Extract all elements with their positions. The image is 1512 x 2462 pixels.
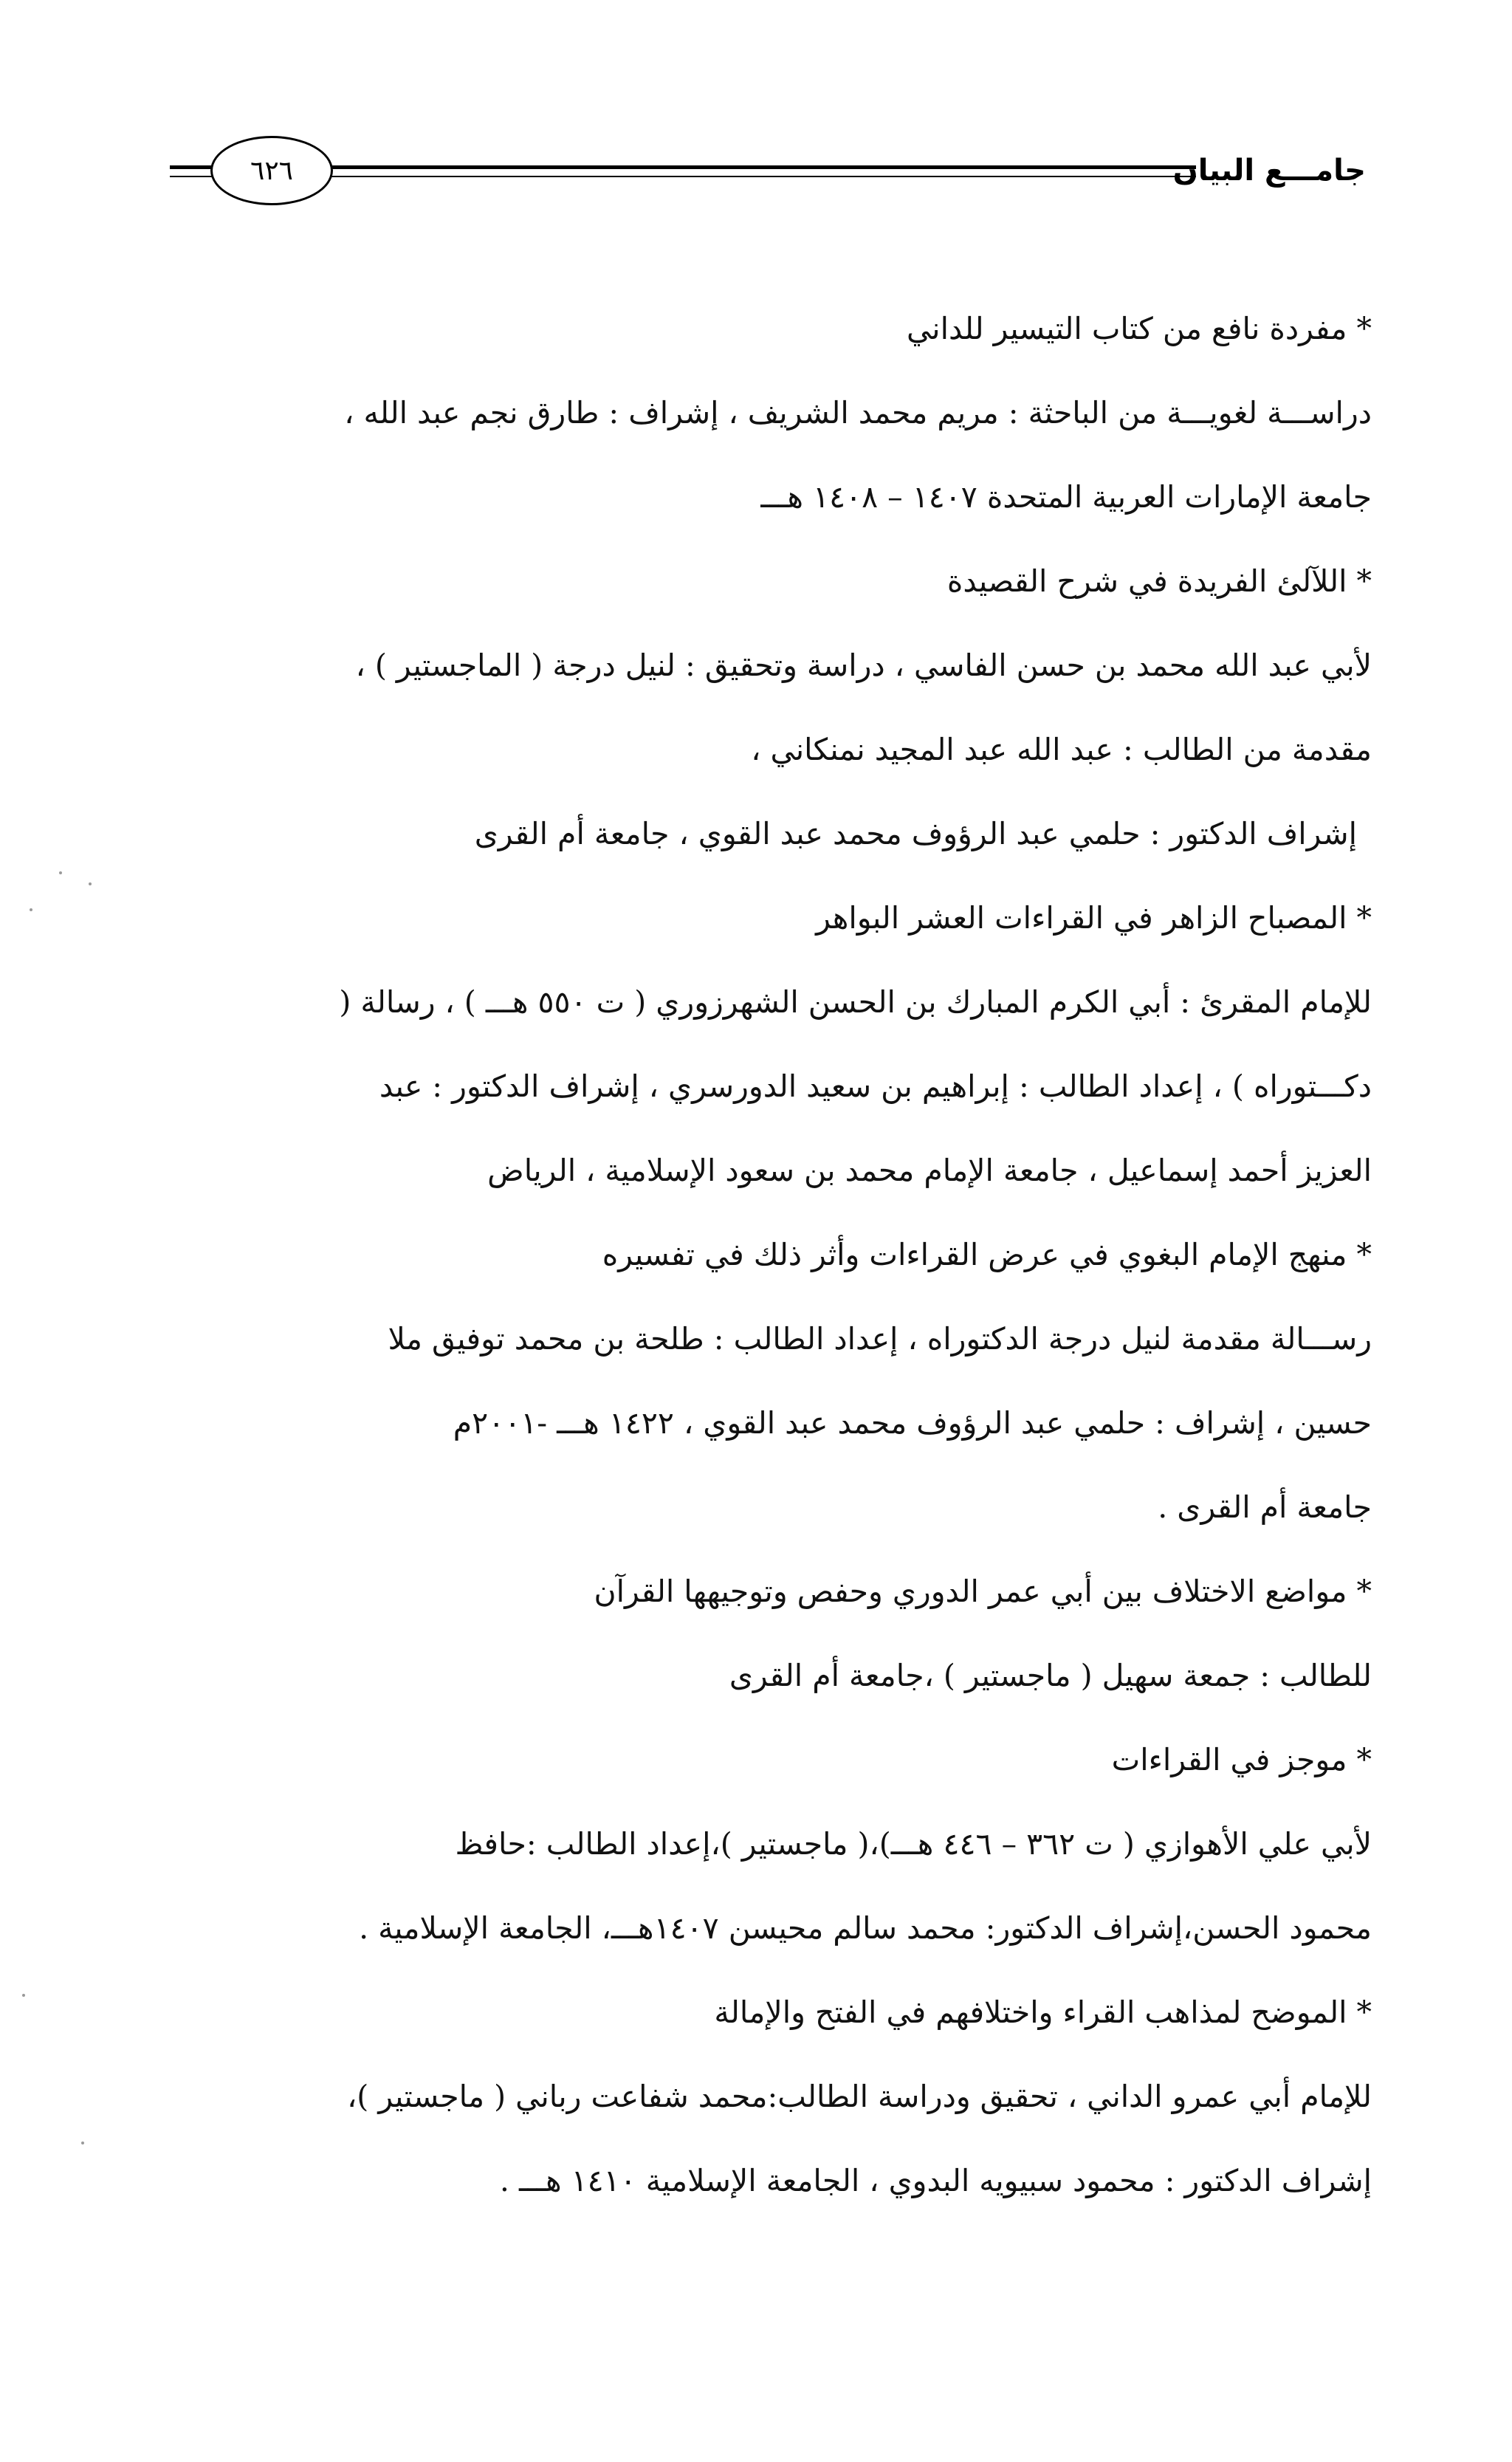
scan-speck xyxy=(30,908,32,911)
entry-title: * اللآلئ الفريدة في شرح القصيدة xyxy=(946,563,1372,599)
header-rule-thin xyxy=(321,176,1196,177)
scan-speck xyxy=(59,871,62,874)
entry-detail: لأبي علي الأهوازي ( ت ٣٦٢ – ٤٤٦ هـــ)،( ماجستير )،إعداد الطالب :حافظ xyxy=(455,1826,1372,1862)
entry-detail: حسين ، إشراف : حلمي عبد الرؤوف محمد عبد القوي ، ١٤٢٢ هـــ -٢٠٠١م xyxy=(453,1405,1372,1441)
header-rule-left xyxy=(170,165,214,169)
entry-detail: إشراف الدكتور : حلمي عبد الرؤوف محمد عبد القوي ، جامعة أم القرى xyxy=(474,816,1357,851)
entry-title: * منهج الإمام البغوي في عرض القراءات وأثر ذلك في تفسيره xyxy=(602,1237,1372,1272)
entry-detail: لأبي عبد الله محمد بن حسن الفاسي ، دراسة وتحقيق : لنيل درجة ( الماجستير ) ، xyxy=(355,648,1372,683)
entry-title: * المصباح الزاهر في القراءات العشر البواهر xyxy=(816,900,1372,936)
entry-title: * الموضح لمذاهب القراء واختلافهم في الفتح والإمالة xyxy=(714,1995,1372,2030)
entry-detail: العزيز أحمد إسماعيل ، جامعة الإمام محمد بن سعود الإسلامية ، الرياض xyxy=(487,1153,1372,1188)
entry-title: * موجز في القراءات xyxy=(1111,1742,1372,1777)
entry-title: * مواضع الاختلاف بين أبي عمر الدوري وحفص وتوجيهها القرآن xyxy=(594,1574,1372,1609)
scan-speck xyxy=(81,2142,84,2144)
entry-detail: دكـــتوراه ) ، إعداد الطالب : إبراهيم بن سعيد الدورسري ، إشراف الدكتور : عبد xyxy=(379,1069,1372,1104)
scan-speck xyxy=(89,882,92,885)
entry-detail: جامعة أم القرى . xyxy=(1158,1489,1372,1525)
header-rule-left-thin xyxy=(170,176,214,177)
body-text xyxy=(188,287,1372,2223)
entry-detail: للطالب : جمعة سهيل ( ماجستير ) ،جامعة أم القرى xyxy=(729,1658,1372,1693)
entry-detail: محمود الحسن،إشراف الدكتور: محمد سالم محيسن ١٤٠٧هـــ، الجامعة الإسلامية . xyxy=(359,1910,1372,1946)
page-number: ٦٢٦ xyxy=(210,136,333,205)
entry-detail: جامعة الإمارات العربية المتحدة ١٤٠٧ – ١٤٠٨ هـــ xyxy=(760,479,1372,515)
entry-detail: للإمام المقرئ : أبي الكرم المبارك بن الحسن الشهرزوري ( ت ٥٥٠ هـــ ) ، رسالة ( xyxy=(339,984,1372,1020)
entry-title: * مفردة نافع من كتاب التيسير للداني xyxy=(907,311,1372,346)
book-title: جامـــع البيان xyxy=(1172,154,1366,188)
entry-detail: مقدمة من الطالب : عبد الله عبد المجيد نمنكاني ، xyxy=(751,732,1372,767)
entry-detail: دراســـة لغويـــة من الباحثة : مريم محمد الشريف ، إشراف : طارق نجم عبد الله ، xyxy=(344,395,1372,431)
entry-detail: رســـالة مقدمة لنيل درجة الدكتوراه ، إعداد الطالب : طلحة بن محمد توفيق ملا xyxy=(388,1321,1372,1357)
entry-detail: إشراف الدكتور : محمود سبيويه البدوي ، الجامعة الإسلامية ١٤١٠ هـــ . xyxy=(499,2163,1372,2198)
entry-detail: للإمام أبي عمرو الداني ، تحقيق ودراسة الطالب:محمد شفاعت رباني ( ماجستير )، xyxy=(347,2079,1372,2114)
header-rule xyxy=(321,165,1196,169)
scan-speck xyxy=(22,1994,25,1997)
running-header xyxy=(170,133,1366,214)
